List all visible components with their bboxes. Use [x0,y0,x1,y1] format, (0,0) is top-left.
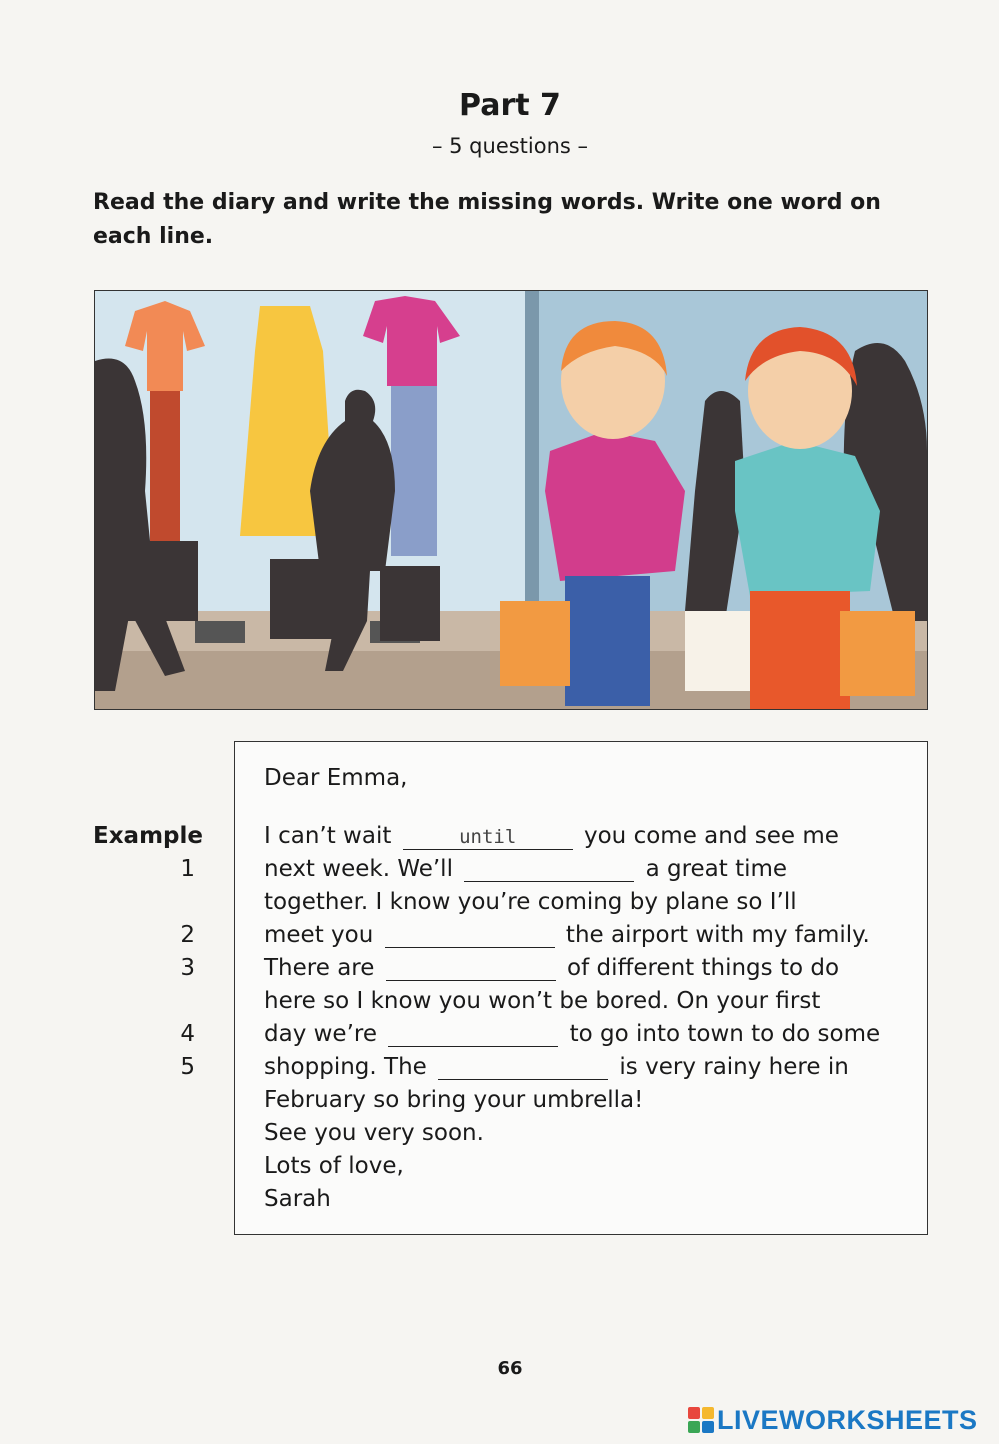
line-text-after: you come and see me [584,823,839,849]
letter-line-2 [264,919,870,952]
logo-square [702,1407,714,1419]
line-text-after: the airport with my family. [565,922,870,948]
shopping-scene-image [95,291,927,709]
answer-field-3[interactable] [386,956,556,981]
line-text-before: day we’re [264,1021,377,1047]
logo-square [688,1421,700,1433]
answer-field-5[interactable] [438,1055,608,1080]
letter-line-1 [264,853,787,886]
letter-line-5 [264,1051,849,1084]
question-number-1: 1 [180,856,195,882]
letter-line: here so I know you won’t be bored. On your first [264,988,821,1014]
answer-field-2[interactable] [385,923,555,948]
shopping-illustration [94,290,928,710]
liveworksheets-brand [688,1404,978,1436]
part-subtitle: – 5 questions – [431,134,589,158]
line-text-before: meet you [264,922,374,948]
letter-greeting: Dear Emma, [264,765,408,791]
line-text-before: There are [264,955,375,981]
question-number-4: 4 [180,1021,195,1047]
logo-square [702,1421,714,1433]
letter-line: February so bring your umbrella! [264,1087,644,1113]
line-text-before: shopping. The [264,1054,427,1080]
line-text-after: is very rainy here in [619,1054,849,1080]
letter-signature: Sarah [264,1186,331,1212]
logo-square [688,1407,700,1419]
line-text-before: next week. We’ll [264,856,453,882]
example-answer-field[interactable] [403,825,573,850]
brand-name: LIVEWORKSHEETS [717,1404,978,1435]
answer-field-1[interactable] [464,857,634,882]
line-text-before: I can’t wait [264,823,392,849]
letter-line: together. I know you’re coming by plane so I’ll [264,889,797,915]
instructions: Read the diary and write the missing words. Write one word on each line. [93,190,881,249]
question-number-2: 2 [180,922,195,948]
question-number-3: 3 [180,955,195,981]
letter-line-example [264,820,839,853]
example-label: Example [93,823,203,849]
line-text-after: of different things to do [567,955,840,981]
answer-field-4[interactable] [388,1022,558,1047]
letter-line-3 [264,952,839,985]
letter-line: See you very soon. [264,1120,484,1146]
letter-line-4 [264,1018,880,1051]
part-title: Part 7 [459,88,561,123]
line-text-after: a great time [645,856,788,882]
page-number: 66 [497,1358,523,1379]
line-text-after: to go into town to do some [569,1021,881,1047]
question-number-5: 5 [180,1054,195,1080]
liveworksheets-logo-icon [688,1407,714,1433]
letter-line: Lots of love, [264,1153,404,1179]
